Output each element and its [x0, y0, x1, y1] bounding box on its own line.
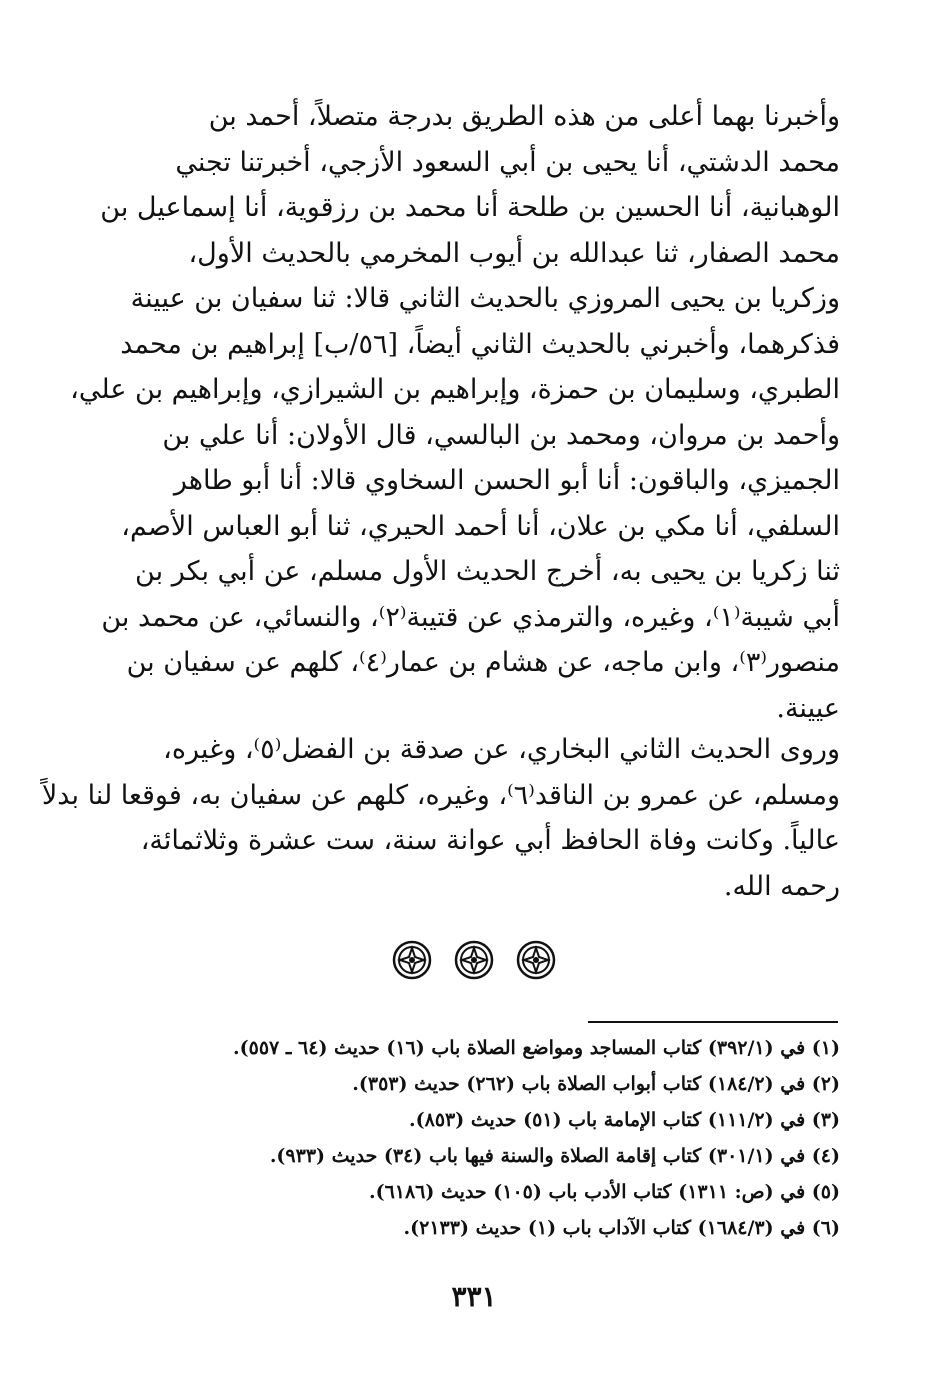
rosette-icon [392, 940, 432, 980]
body-paragraph-1 [70, 94, 840, 731]
text-line: وزكريا بن يحيى المروزي بالحديث الثاني قالا: ثنا سفيان بن عيينة [130, 283, 840, 314]
page-number: ٣٣١ [451, 1280, 497, 1313]
rosette-icon [516, 940, 556, 980]
text-line: فذكرهما، وأخبرني بالحديث الثاني أيضاً، [٥٦/ب] إبراهيم بن محمد [120, 328, 840, 360]
text-line: الوهبانية، أنا الحسين بن طلحة أنا محمد بن رزقوية، أنا إسماعيل بن [100, 192, 840, 223]
text-line: وروى الحديث الثاني البخاري، عن صدقة بن الفضل⁽٥⁾، وغيره، [163, 734, 840, 765]
footnote-6: (٦) في (١٦٨٤/٣) كتاب الآداب باب (١) حديث (٢١٣٣). [403, 1217, 840, 1239]
text-line: وأخبرنا بهما أعلى من هذه الطريق بدرجة متصلاً، أحمد بن [208, 101, 840, 132]
text-line: ومسلم، عن عمرو بن الناقد⁽٦⁾، وغيره، كلهم عن سفيان به، فوقعا لنا بدلاً [41, 779, 840, 811]
footnote-4: (٤) في (٣٠١/١) كتاب إقامة الصلاة والسنة فيها باب (٣٤) حديث (٩٣٣). [269, 1145, 840, 1167]
text-line: أبي شيبة⁽١⁾، وغيره، والترمذي عن قتيبة⁽٢⁾، والنسائي، عن محمد بن [101, 601, 840, 633]
text-line: الجميزي، والباقون: أنا أبو الحسن السخاوي قالا: أنا أبو طاهر [173, 465, 840, 496]
text-line: رحمه الله. [723, 870, 840, 902]
text-line: محمد الصفار، ثنا عبدالله بن أيوب المخرمي بالحديث الأول، [188, 237, 840, 269]
body-paragraph-2 [41, 727, 840, 909]
section-ornaments [0, 940, 948, 980]
text-line: السلفي، أنا مكي بن علان، أنا أحمد الحيري، ثنا أبو العباس الأصم، [121, 510, 840, 542]
footnote-1: (١) في (٣٩٢/١) كتاب المساجد ومواضع الصلاة باب (١٦) حديث (٦٤ ـ ٥٥٧). [233, 1037, 840, 1059]
text-line: ثنا زكريا بن يحيى به، أخرج الحديث الأول مسلم، عن أبي بكر بن [135, 556, 840, 587]
text-line: محمد الدشتي، أنا يحيى بن أبي السعود الأزجي، أخبرتنا تجني [175, 146, 840, 178]
rosette-icon [454, 940, 494, 980]
footnote-divider [588, 1021, 838, 1023]
footnote-3: (٣) في (١١١/٢) كتاب الإمامة باب (٥١) حديث (٨٥٣). [409, 1109, 840, 1131]
footnote-5: (٥) في (ص: ١٣١١) كتاب الأدب باب (١٠٥) حديث (٦١٨٦). [368, 1181, 840, 1203]
text-line: عالياً. وكانت وفاة الحافظ أبي عوانة سنة، ست عشرة وثلاثمائة، [140, 825, 840, 856]
text-line: الطبري، وسليمان بن حمزة، وإبراهيم بن الشيرازي، وإبراهيم بن علي، [70, 374, 840, 405]
text-line: عيينة. [776, 692, 840, 724]
text-line: وأحمد بن مروان، ومحمد بن البالسي، قال الأولان: أنا علي بن [162, 419, 840, 451]
footnote-2: (٢) في (١٨٤/٢) كتاب أبواب الصلاة باب (٢٦٢) حديث (٣٥٣). [352, 1073, 840, 1095]
footnotes [92, 1030, 840, 1246]
text-line: منصور⁽٣⁾، وابن ماجه، عن هشام بن عمار⁽٤⁾، كلهم عن سفيان بن [126, 647, 840, 678]
